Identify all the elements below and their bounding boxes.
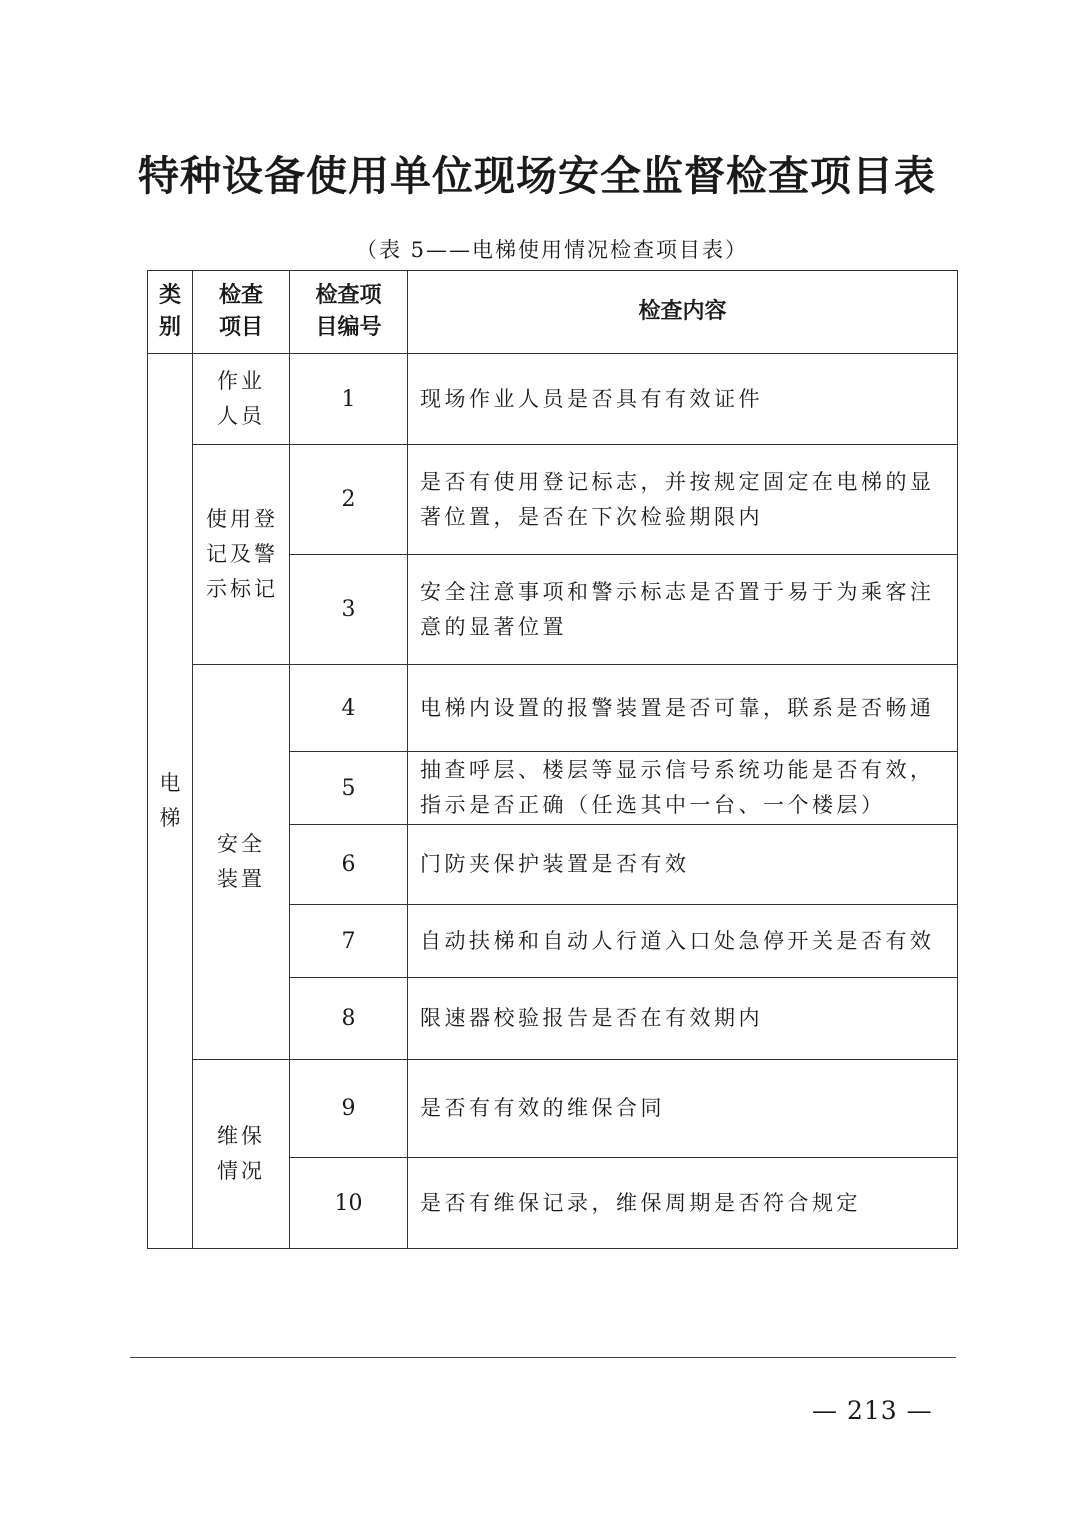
header-row bbox=[148, 271, 958, 354]
item-number: 4 bbox=[290, 665, 408, 752]
item-number: 3 bbox=[290, 555, 408, 665]
item-number: 2 bbox=[290, 445, 408, 555]
footer-divider bbox=[130, 1357, 956, 1358]
item-number: 7 bbox=[290, 905, 408, 978]
table-row bbox=[148, 354, 958, 445]
page-number: — 213 — bbox=[812, 1396, 933, 1425]
item-content: 安全注意事项和警示标志是否置于易于为乘客注意的显著位置 bbox=[408, 555, 958, 665]
item-number: 1 bbox=[290, 354, 408, 445]
item-number: 6 bbox=[290, 825, 408, 905]
header-content: 检查内容 bbox=[408, 271, 958, 354]
item-content: 自动扶梯和自动人行道入口处急停开关是否有效 bbox=[408, 905, 958, 978]
item-content: 是否有维保记录，维保周期是否符合规定 bbox=[408, 1158, 958, 1249]
table-row bbox=[148, 665, 958, 752]
group-cell: 使用登记及警示标记 bbox=[193, 445, 290, 665]
header-category: 类别 bbox=[148, 271, 193, 354]
item-content: 现场作业人员是否具有有效证件 bbox=[408, 354, 958, 445]
item-content: 是否有使用登记标志，并按规定固定在电梯的显著位置，是否在下次检验期限内 bbox=[408, 445, 958, 555]
table-row bbox=[148, 445, 958, 555]
table-subtitle: （表 5——电梯使用情况检查项目表） bbox=[355, 238, 749, 262]
item-number: 5 bbox=[290, 752, 408, 825]
group-cell: 安全装置 bbox=[193, 665, 290, 1060]
category-cell: 电梯 bbox=[148, 354, 193, 1249]
table-row bbox=[148, 1060, 958, 1158]
header-number: 检查项目编号 bbox=[290, 271, 408, 354]
inspection-table bbox=[147, 270, 958, 1249]
group-cell: 作业人员 bbox=[193, 354, 290, 445]
item-content: 抽查呼层、楼层等显示信号系统功能是否有效，指示是否正确（任选其中一台、一个楼层） bbox=[408, 752, 958, 825]
item-content: 门防夹保护装置是否有效 bbox=[408, 825, 958, 905]
item-content: 是否有有效的维保合同 bbox=[408, 1060, 958, 1158]
page-title: 特种设备使用单位现场安全监督检查项目表 bbox=[138, 152, 936, 200]
header-item: 检查项目 bbox=[193, 271, 290, 354]
item-content: 电梯内设置的报警装置是否可靠，联系是否畅通 bbox=[408, 665, 958, 752]
item-number: 9 bbox=[290, 1060, 408, 1158]
item-number: 8 bbox=[290, 978, 408, 1060]
group-cell: 维保情况 bbox=[193, 1060, 290, 1249]
item-number: 10 bbox=[290, 1158, 408, 1249]
item-content: 限速器校验报告是否在有效期内 bbox=[408, 978, 958, 1060]
